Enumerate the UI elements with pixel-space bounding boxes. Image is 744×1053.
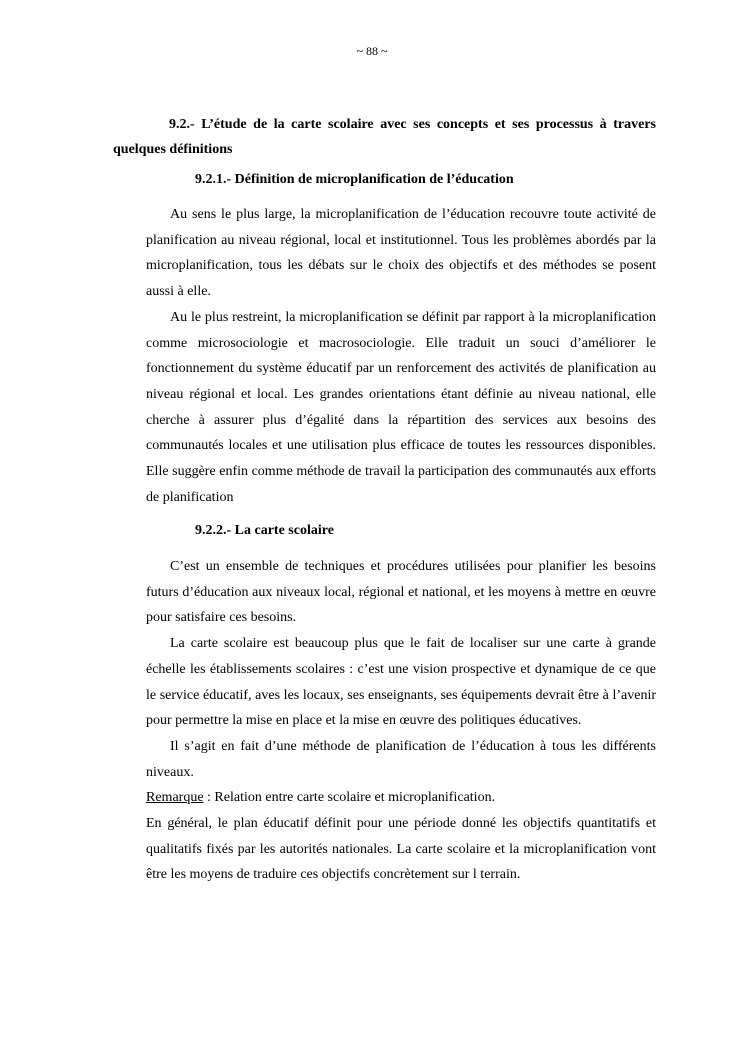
subsection-body-carte-scolaire [146, 554, 656, 888]
paragraph: La carte scolaire est beaucoup plus que le fait de localiser sur une carte à grande échelle les établissements scolaires : c’est une vision prospective et dynamique de ce que le service éducatif, aves les locaux, ses enseignants, ses équipements devrait être à l’avenir pour permettre la mise en place et la mise en œuvre des politiques éducatives. [146, 636, 656, 729]
subsection-heading-carte-scolaire: 9.2.2.- La carte scolaire [195, 523, 334, 538]
section-title: 9.2.- L’étude de la carte scolaire avec ses concepts et ses processus à travers quelques définitions [113, 117, 656, 157]
page-number: ~ 88 ~ [356, 44, 388, 58]
paragraph: Au le plus restreint, la microplanification se définit par rapport à la microplanification comme microsociologie et macrosociologie. Elle traduit un souci d’améliorer le fonctionnement du système éducatif par un renforcement des activités de planification au niveau régional et local. Les grandes orientations étant définie au niveau national, elle cherche à assurer plus d’égalité dans la répartition des services aux besoins des communautés locales et une utilisation plus efficace de toutes les ressources disponibles. Elle suggère enfin comme méthode de travail la participation des communautés aux efforts de planification [146, 309, 656, 505]
paragraph: C’est un ensemble de techniques et procédures utilisées pour planifier les besoins futurs d’éducation aux niveaux local, régional et national, et les moyens à mettre en œuvre pour satisfaire ces besoins. [146, 559, 656, 626]
subsection-heading-microplanification: 9.2.1.- Définition de microplanification de l’éducation [195, 172, 514, 187]
remark-label: Remarque [146, 790, 204, 806]
remark-text: : Relation entre carte scolaire et microplanification. [203, 790, 496, 806]
paragraph: Au sens le plus large, la microplanification de l’éducation recouvre toute activité de planification au niveau régional, local et institutionnel. Tous les problèmes abordés par la microplanification, tous les débats sur le choix des objectifs et des méthodes se posent aussi à elle. [146, 207, 656, 300]
paragraph: En général, le plan éducatif définit pour une période donné les objectifs quantitatifs et qualitatifs fixés par les autorités nationales. La carte scolaire et la microplanification vont être les moyens de traduire ces objectifs concrètement sur l terrain. [146, 816, 656, 883]
paragraph: Il s’agit en fait d’une méthode de planification de l’éducation à tous les différents niveaux. [146, 738, 656, 780]
remark-line [146, 785, 656, 811]
subsection-body-microplanification [146, 202, 656, 510]
